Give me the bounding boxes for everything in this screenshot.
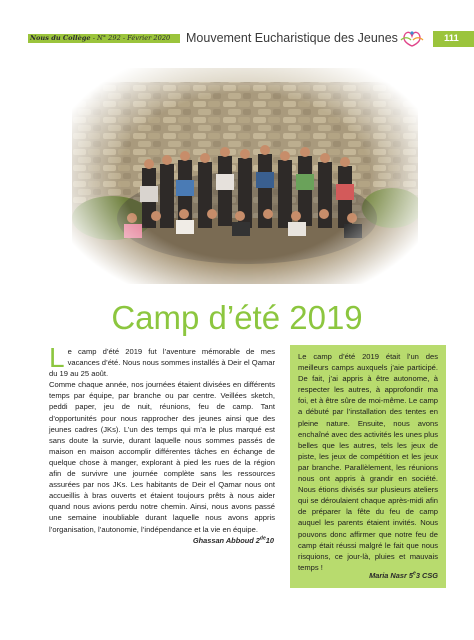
article-body-text: e camp d’été 2019 fut l’aventure mémorable de mes vacances d’été. Nous nous sommes installés à Deir el Qamar du 19 au 25 août. Comme chaque année, nos journées étaient divisées en différents temps par équipe, par branche ou par centre. Veillées sketch, peddi paper, jeu de nuit, réunions, feu de camp. Tant d’opportunités pour nous rapprocher des jeunes ainsi que des jeunes cadres (JKs). L’un des temps qui m’a le plus marqué est sans doute la survie, durant laquelle nous sommes passés de maison en maison accomplir différentes tâches en échange de quelque chose à manger, explorant à pied les rues de la région afin de survivre une journée complète sans les ressources assurées par nos JKs. Les habitants de Deir el Qamar nous ont accueillis à bras ouverts et étaient toujours prêts à nous aider quand nous avions perdu notre chemin. Ainsi, nous avons passé une semaine inoubliable durant laquelle nous avons appris l’organisation, l’autonomie, l’indépendance et la vie en équipe. — [49, 347, 275, 534]
drop-cap: L — [49, 342, 65, 373]
section-title: Mouvement Eucharistique des Jeunes — [186, 31, 398, 45]
header-issue-info — [30, 33, 170, 44]
signature-sup: de — [259, 535, 266, 542]
magazine-name: Nous du Collège — [30, 34, 91, 42]
sidebar-signature-sup: e — [413, 570, 416, 577]
article-body — [49, 342, 275, 535]
page-header — [0, 28, 474, 50]
sidebar-box — [290, 345, 446, 588]
sidebar-signature-class: 3 CSG — [415, 571, 438, 580]
signature-name: Ghassan Abboud 2 — [192, 536, 260, 545]
page-number: 111 — [444, 33, 459, 44]
sidebar-signature — [369, 571, 438, 580]
article-signature — [150, 536, 274, 545]
group-photo-image — [72, 68, 418, 284]
mej-logo-icon — [398, 28, 426, 48]
sidebar-body-text: Le camp d’été 2019 était l’un des meilleurs camps auxquels j’aie participé. De fait, j’ai appris à être autonome, à respecter les autres, à approfondir ma foi, et à être sûre de moi-même. Le camp a débuté par l’installation des tentes en pleine nature. Ensuite, nous avons enchaîné avec des activités les unes plus belles que les autres, tels les jeux de piste, les jeux de compétition et les jeux par branche. Parallèlement, les réunions nous ont appris à grandir en société. Nous étions divisés sur plusieurs ateliers qui se déroulaient chaque après-midi afin de préparer la fête du feu de camp auquel les parents étaient invités. Nous pouvons donc affirmer que notre feu de camp était réussi malgré le fait que nous risquions, ce jour-là, pluies et mauvais temps ! — [298, 352, 438, 572]
signature-class: 10 — [265, 536, 274, 545]
sidebar-signature-name: Maria Nasr 5 — [369, 571, 414, 580]
article-title: Camp d’été 2019 — [111, 299, 363, 336]
issue-info: - N° 292 - Février 2020 — [90, 34, 171, 42]
